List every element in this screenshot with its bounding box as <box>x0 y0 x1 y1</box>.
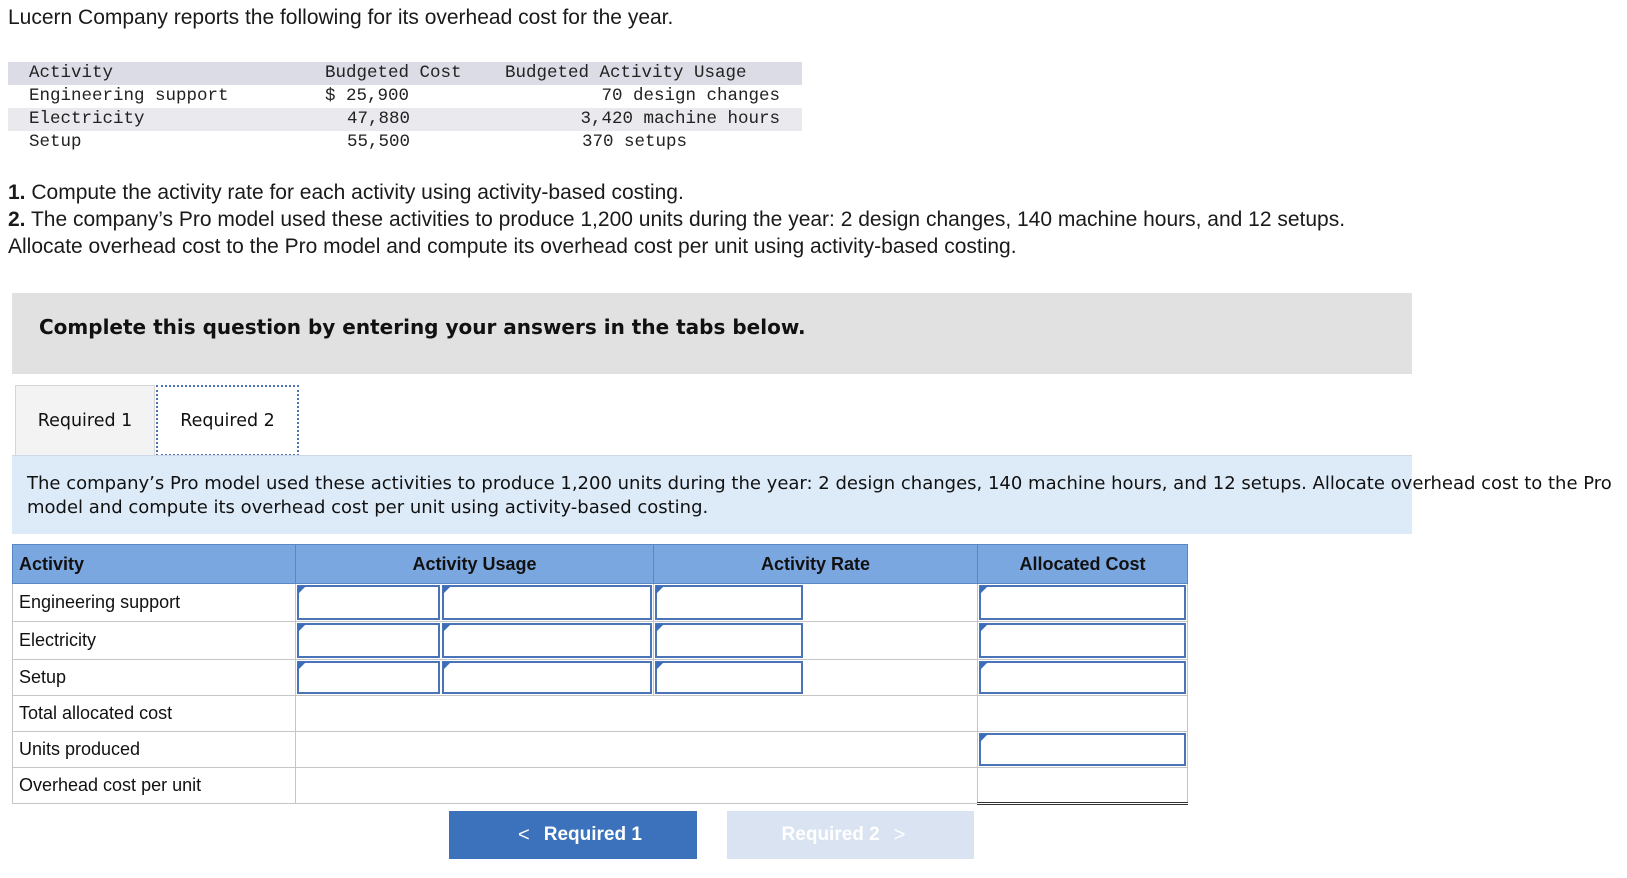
usage-cell <box>296 622 654 660</box>
units-cell <box>978 732 1188 768</box>
row-label: Overhead cost per unit <box>13 768 296 804</box>
given-usage: 3,420 machine hours <box>580 109 780 129</box>
usage-quantity-input[interactable] <box>297 585 440 620</box>
instructions-banner <box>12 293 1412 374</box>
prev-button-label: Required 1 <box>543 824 642 845</box>
row-label: Total allocated cost <box>13 696 296 732</box>
given-data-table <box>8 62 802 154</box>
given-cost: 55,500 <box>346 132 410 152</box>
tab-instruction-box <box>12 456 1612 534</box>
row-label: Engineering support <box>13 584 296 622</box>
question-1 <box>8 179 1408 206</box>
given-header-cost: Budgeted Cost <box>325 63 462 83</box>
tab-instruction-text: The company’s Pro model used these activities to produce 1,200 units during the year: 2 design changes, 140 machine hours, and 12 setups. Allocate overhead cost to the Pro model and compute its overhead cost per unit using activity-based costing. <box>27 473 1612 518</box>
rate-cell <box>654 584 978 622</box>
empty-cell <box>296 732 978 768</box>
usage-cell <box>296 660 654 696</box>
question-list <box>8 179 1408 260</box>
given-activity: Setup <box>29 132 82 152</box>
usage-unit-input[interactable] <box>442 661 652 694</box>
units-produced-input[interactable] <box>979 733 1186 766</box>
header-activity: Activity <box>13 545 296 584</box>
allocated-cost-input[interactable] <box>979 661 1186 694</box>
question-1-number: 1. <box>8 181 26 204</box>
answer-table <box>12 544 1188 805</box>
row-label: Electricity <box>13 622 296 660</box>
empty-cell <box>296 768 978 804</box>
given-header-usage: Budgeted Activity Usage <box>505 63 747 83</box>
banner-text: Complete this question by entering your answers in the tabs below. <box>39 315 806 339</box>
question-2 <box>8 206 1408 260</box>
chevron-left-icon: < <box>518 823 530 846</box>
tab-required-2[interactable]: Required 2 <box>156 385 299 456</box>
rate-cell <box>654 622 978 660</box>
table-row <box>13 584 1188 622</box>
rate-input[interactable] <box>655 661 803 694</box>
usage-quantity-input[interactable] <box>297 623 440 658</box>
usage-cell <box>296 584 654 622</box>
empty-cell <box>296 696 978 732</box>
table-row <box>13 622 1188 660</box>
given-row <box>8 85 802 108</box>
given-header-row <box>8 62 802 85</box>
rate-input[interactable] <box>655 585 803 620</box>
given-cost: 47,880 <box>346 109 410 129</box>
given-row <box>8 108 802 131</box>
cost-cell <box>978 660 1188 696</box>
given-usage: 70 design changes <box>601 86 780 106</box>
next-button-label: Required 2 <box>781 824 880 845</box>
cost-per-unit-cell <box>978 768 1188 804</box>
question-2-text: The company’s Pro model used these activities to produce 1,200 units during the year: 2 design changes, 140 machine hours, and 12 setups. Allocate overhead cost to the Pro model and compute its overhead cost per unit using activity-based costing. <box>8 208 1346 258</box>
tab-required-1[interactable]: Required 1 <box>15 385 155 456</box>
next-required-2-button[interactable] <box>727 811 974 859</box>
table-row <box>13 768 1188 804</box>
usage-quantity-input[interactable] <box>297 661 440 694</box>
row-label: Setup <box>13 660 296 696</box>
table-row <box>13 660 1188 696</box>
answer-header-row <box>13 545 1188 584</box>
chevron-right-icon: > <box>893 823 906 846</box>
table-row <box>13 696 1188 732</box>
given-header-activity: Activity <box>29 63 114 83</box>
given-cost: $ 25,900 <box>325 86 410 106</box>
given-activity: Engineering support <box>29 86 229 106</box>
question-2-number: 2. <box>8 208 26 231</box>
table-row <box>13 732 1188 768</box>
allocated-cost-input[interactable] <box>979 585 1186 620</box>
rate-cell <box>654 660 978 696</box>
cost-cell <box>978 622 1188 660</box>
given-row <box>8 131 802 154</box>
usage-unit-input[interactable] <box>442 623 652 658</box>
header-activity-rate: Activity Rate <box>654 545 978 584</box>
header-activity-usage: Activity Usage <box>296 545 654 584</box>
row-label: Units produced <box>13 732 296 768</box>
prev-required-1-button[interactable] <box>449 811 697 859</box>
header-allocated-cost: Allocated Cost <box>978 545 1188 584</box>
given-usage: 370 setups <box>581 132 687 152</box>
total-cost-cell <box>978 696 1188 732</box>
allocated-cost-input[interactable] <box>979 623 1186 658</box>
usage-unit-input[interactable] <box>442 585 652 620</box>
rate-input[interactable] <box>655 623 803 658</box>
given-activity: Electricity <box>29 109 145 129</box>
question-1-text: Compute the activity rate for each activity using activity-based costing. <box>25 181 684 204</box>
intro-text: Lucern Company reports the following for its overhead cost for the year. <box>8 6 674 29</box>
cost-cell <box>978 584 1188 622</box>
